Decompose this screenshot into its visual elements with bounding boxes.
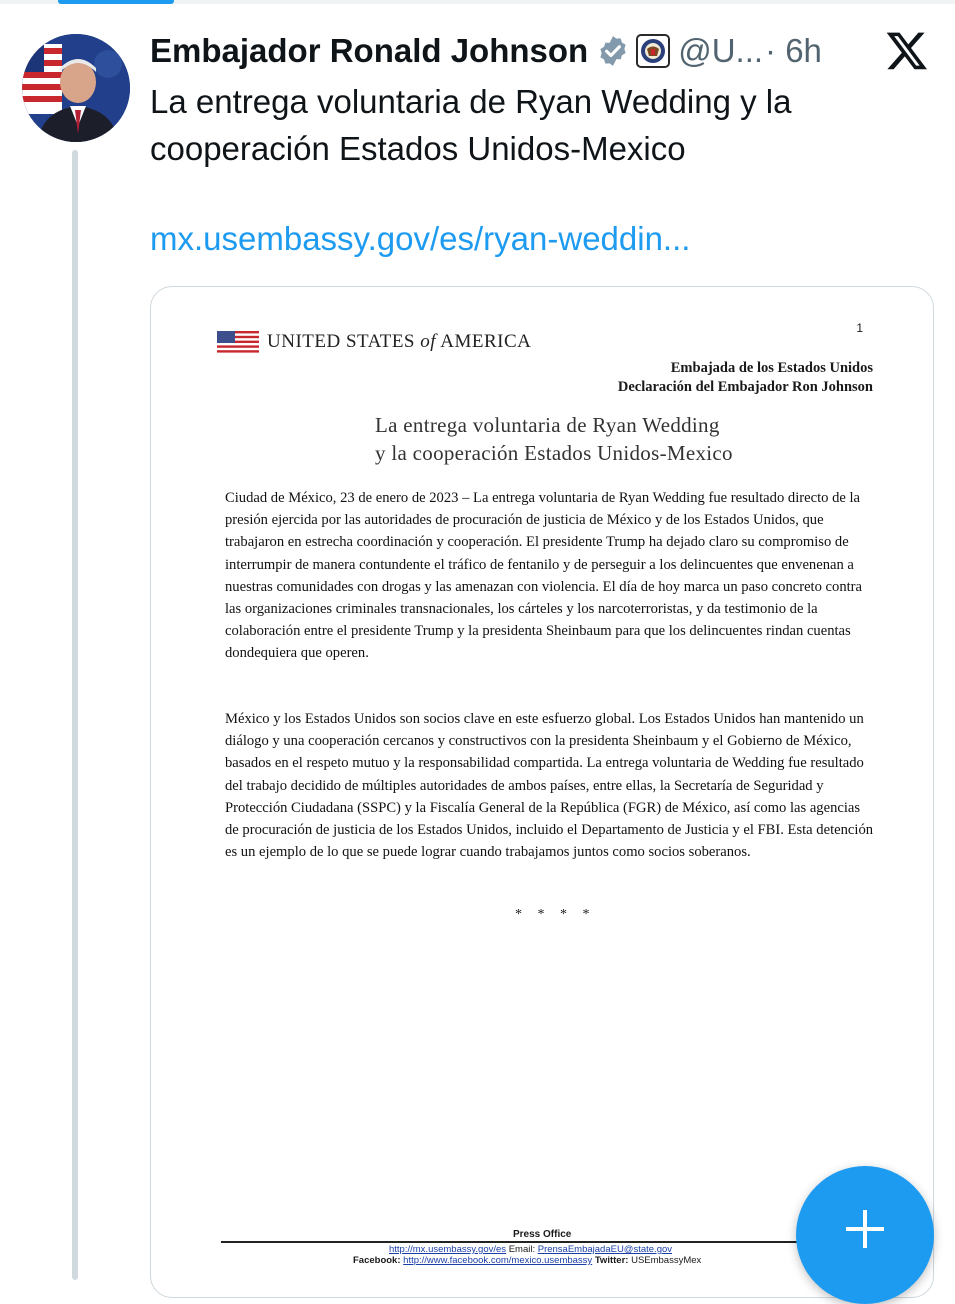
footer-title: Press Office: [513, 1229, 572, 1240]
avatar[interactable]: [22, 34, 130, 142]
compose-button[interactable]: [796, 1166, 934, 1304]
active-tab-indicator: [58, 0, 174, 4]
us-flag-icon: [217, 331, 259, 355]
avatar-photo: [22, 34, 130, 142]
media-card[interactable]: [150, 286, 934, 1298]
plus-icon: [844, 1208, 886, 1250]
embassy-name: Embajada de los Estados Unidos: [670, 360, 873, 376]
author-name[interactable]: Embajador Ronald Johnson: [150, 32, 589, 69]
footer-social-line: Facebook: http://www.facebook.com/mexico.usembassy Twitter: USEmbassyMex: [353, 1255, 702, 1266]
verified-badge-icon: [596, 34, 630, 68]
tweet-header: [150, 28, 940, 74]
footer-facebook-link: http://www.facebook.com/mexico.usembassy: [403, 1255, 593, 1266]
tweet-link[interactable]: mx.usembassy.gov/es/ryan-weddin...: [150, 220, 691, 257]
footer-contact-line: http://mx.usembassy.gov/es Email: PrensaEmbajadaEU@state.gov: [389, 1244, 673, 1255]
footer-email-link: PrensaEmbajadaEU@state.gov: [537, 1244, 673, 1255]
footer-website-link: http://mx.usembassy.gov/es: [389, 1244, 507, 1255]
press-release-document: [151, 287, 933, 1297]
country-title: UNITED STATES of AMERICA: [267, 331, 532, 352]
footer-divider: [221, 1241, 861, 1243]
document-paragraph-2: México y los Estados Unidos son socios clave en este esfuerzo global. Los Estados Unidos han mantenido un diálogo y una cooperación cercanos y constructivos con la presidenta Sheinbaum y el Gobierno de México, basados en el respeto mutuo y la responsabilidad compartida. La entrega voluntaria de Wedding fue resultado del trabajo decidido de múltiples autoridades de ambos países, entre ellas, la Secretaría de Seguridad y Protección Ciudadana (SSPC) y la Fiscalía General de la República (FGR) de México, así como las agencias de procuración de justicia de los Estados Unidos, incluido el Departamento de Justicia y el FBI. Esta detención es un ejemplo de lo que se puede lograr cuando trabajamos juntos como socios soberanos.: [225, 711, 874, 861]
tweet-timestamp[interactable]: · 6h: [765, 32, 822, 69]
footer-twitter-handle: USEmbassyMex: [631, 1255, 702, 1266]
document-title: La entrega voluntaria de Ryan Wedding y la cooperación Estados Unidos-Mexico: [375, 413, 733, 465]
embassy-header: [618, 359, 873, 397]
x-logo-icon: [885, 28, 929, 72]
state-department-seal-icon[interactable]: [636, 34, 670, 68]
author-handle[interactable]: @U...: [678, 32, 764, 69]
document-paragraph-1: Ciudad de México, 23 de enero de 2023 – La entrega voluntaria de Ryan Wedding fue resultado directo de la presión ejercida por las autoridades de procuración de justicia de México y de los Estados Unidos, que trabajaron en estrecha coordinación y cooperación. El presidente Trump ha dejado claro su compromiso de interrumpir de manera contundente el tráfico de fentanilo y de perseguir a los delincuentes que envenenan a nuestras comunidades con drogas y las amenazan con violencia. El día de hoy marca un paso concreto contra las organizaciones criminales transnacionales, los cárteles y los narcoterroristas, y da testimonio de la colaboración entre el presidente Trump y la presidenta Sheinbaum para que los delincuentes rindan cuentas dondequiera que operen.: [225, 490, 863, 662]
page-number: 1: [856, 321, 863, 335]
thread-line: [72, 150, 78, 1280]
statement-author: Declaración del Embajador Ron Johnson: [617, 379, 873, 395]
tweet-text: La entrega voluntaria de Ryan Wedding y la cooperación Estados Unidos-Mexico: [150, 83, 792, 167]
end-marks: * * * *: [515, 907, 596, 922]
